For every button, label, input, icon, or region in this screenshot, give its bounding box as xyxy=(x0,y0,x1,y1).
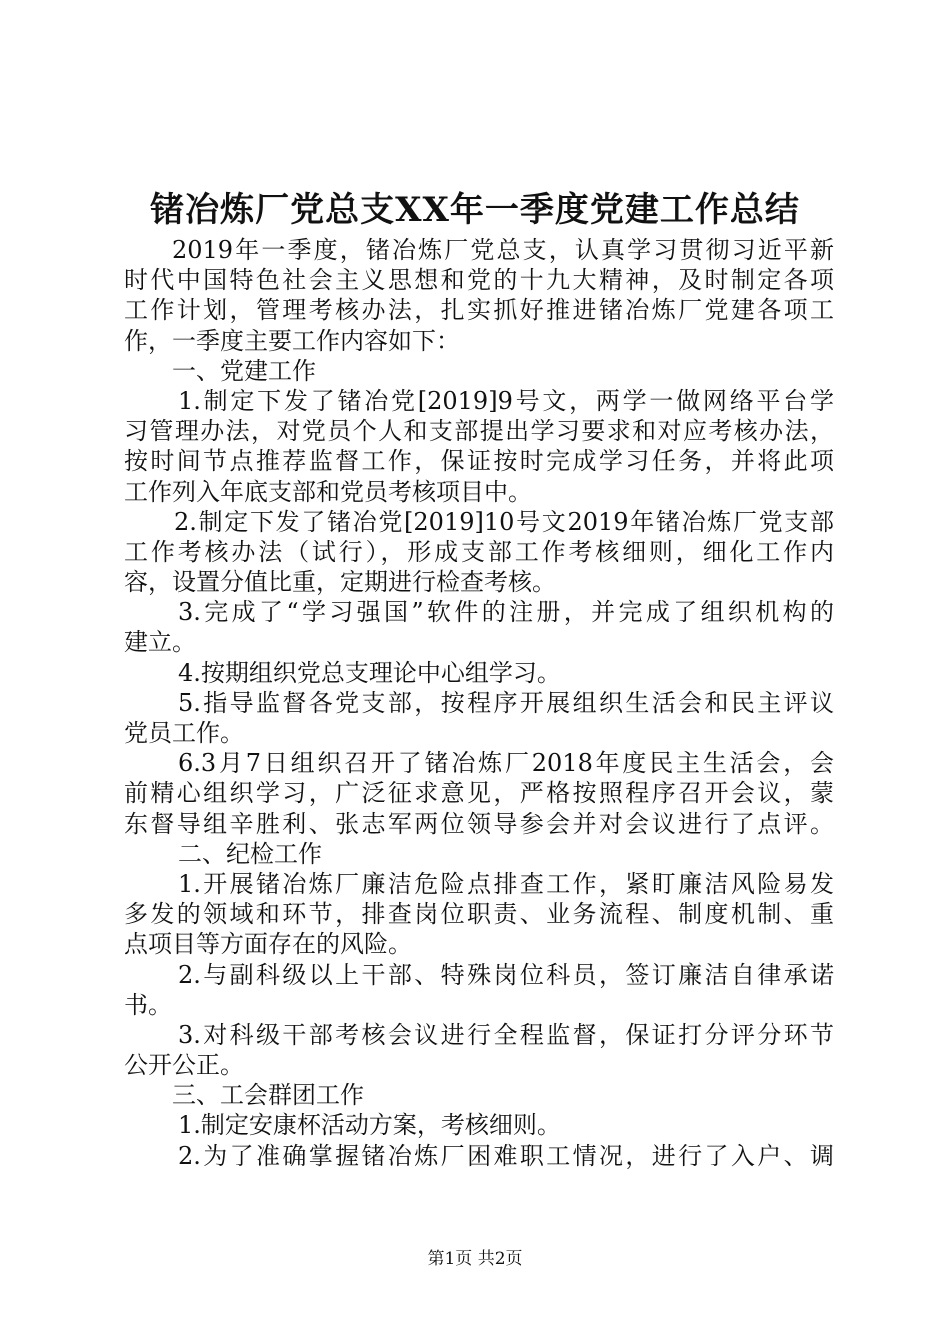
paragraph-line: 3.完成了“学习强国”软件的注册，并完成了组织机构的 xyxy=(178,598,834,627)
paragraph-line: 工作列入年底支部和党员考核项目中。 xyxy=(124,477,532,506)
paragraph-line: 东督导组辛胜利、张志军两位领导参会并对会议进行了点评。 xyxy=(124,809,834,838)
paragraph-line: 按时间节点推荐监督工作，保证按时完成学习任务，并将此项 xyxy=(124,447,834,476)
paragraph-line: 点项目等方面存在的风险。 xyxy=(124,930,412,959)
paragraph-line: 前精心组织学习，广泛征求意见，严格按照程序召开会议，蒙 xyxy=(124,779,834,808)
paragraph-line: 工作计划，管理考核办法，扎实抓好推进锗冶炼厂党建各项工 xyxy=(124,296,834,325)
paragraph-line: 工作考核办法（试行），形成支部工作考核细则，细化工作内 xyxy=(124,537,834,566)
paragraph-line: 2.与副科级以上干部、特殊岗位科员，签订廉洁自律承诺 xyxy=(178,960,834,989)
paragraph-line: 书。 xyxy=(124,990,172,1019)
page-footer: 第1页 共2页 xyxy=(427,1249,523,1269)
paragraph-line: 3.对科级干部考核会议进行全程监督，保证打分评分环节 xyxy=(178,1020,834,1049)
paragraph-line: 2.为了准确掌握锗冶炼厂困难职工情况，进行了入户、调 xyxy=(178,1141,834,1170)
paragraph-line: 时代中国特色社会主义思想和党的十九大精神，及时制定各项 xyxy=(124,266,834,295)
paragraph-line: 公开公正。 xyxy=(124,1051,244,1080)
paragraph-line: 作，一季度主要工作内容如下： xyxy=(124,326,460,355)
document-body xyxy=(124,235,834,1171)
paragraph-line: 2019年一季度，锗冶炼厂党总支，认真学习贯彻习近平新 xyxy=(172,236,834,264)
section-heading: 二、纪检工作 xyxy=(178,839,322,868)
paragraph-line: 2.制定下发了锗冶党[2019]10号文2019年锗冶炼厂党支部 xyxy=(174,507,834,536)
paragraph-line: 建立。 xyxy=(124,628,196,657)
section-heading: 一、党建工作 xyxy=(172,356,316,385)
paragraph-line: 党员工作。 xyxy=(124,719,244,747)
paragraph-line: 1.制定下发了锗冶党[2019]9号文，两学一做网络平台学 xyxy=(178,386,834,415)
paragraph-line: 习管理办法，对党员个人和支部提出学习要求和对应考核办法， xyxy=(124,417,834,446)
paragraph-line: 5.指导监督各党支部，按程序开展组织生活会和民主评议 xyxy=(178,688,834,717)
paragraph-line: 1.开展锗冶炼厂廉洁危险点排查工作，紧盯廉洁风险易发 xyxy=(178,869,834,898)
paragraph-line: 容，设置分值比重，定期进行检查考核。 xyxy=(124,568,556,597)
paragraph-line: 6.3月7日组织召开了锗冶炼厂2018年度民主生活会，会 xyxy=(178,749,834,778)
paragraph-line: 1.制定安康杯活动方案，考核细则。 xyxy=(178,1111,561,1140)
section-heading: 三、工会群团工作 xyxy=(172,1081,364,1110)
paragraph-line: 4.按期组织党总支理论中心组学习。 xyxy=(178,658,561,687)
paragraph-line: 多发的领域和环节，排查岗位职责、业务流程、制度机制、重 xyxy=(124,900,834,929)
document-title: 锗冶炼厂党总支XX年一季度党建工作总结 xyxy=(150,190,800,230)
